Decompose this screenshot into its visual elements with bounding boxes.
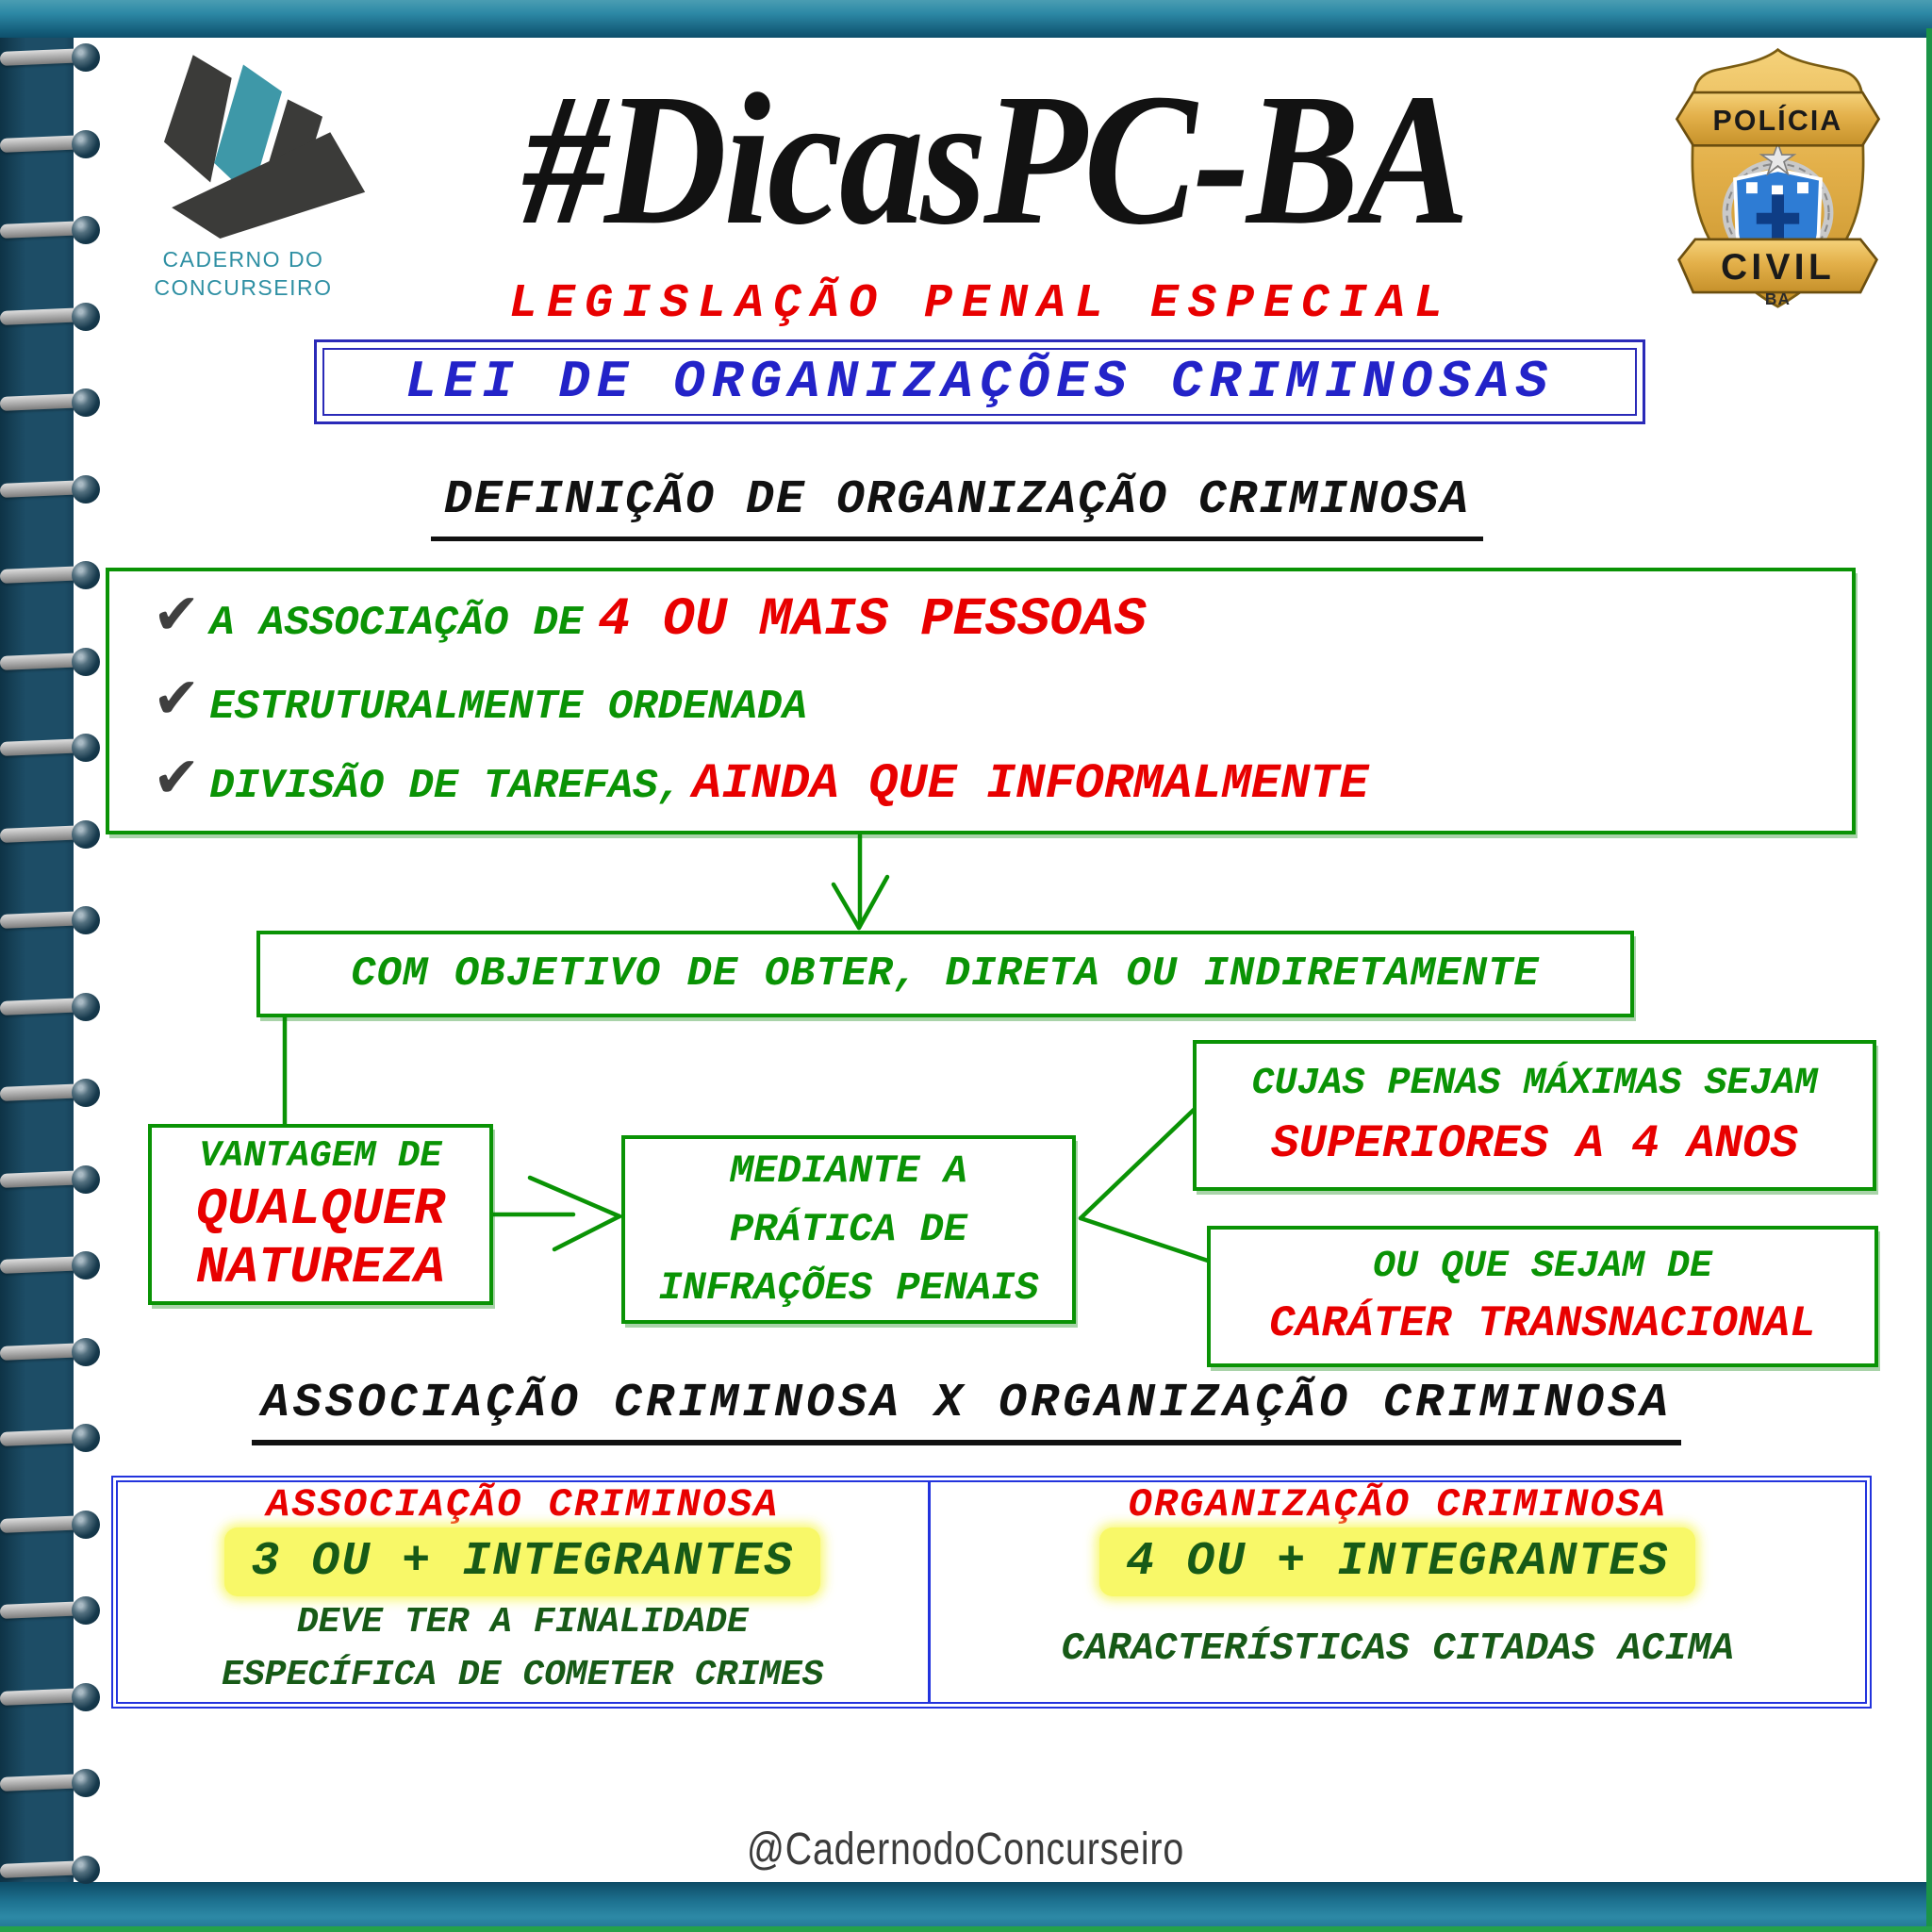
spiral-binding-ring — [0, 473, 106, 505]
notebook-top-strip — [0, 0, 1932, 38]
logo-text-top: CADERNO DO — [162, 247, 324, 272]
members-right-highlight: 4 OU + INTEGRANTES — [1099, 1527, 1695, 1596]
green-frame-bottom — [0, 1926, 1932, 1932]
comparison-heading — [184, 1377, 1749, 1445]
spiral-binding-ring — [0, 904, 106, 936]
spiral-binding-ring — [0, 1077, 106, 1109]
logo-text-bottom: CONCURSEIRO — [154, 275, 333, 300]
spiral-binding-ring — [0, 1594, 106, 1627]
spiral-binding-ring — [0, 1249, 106, 1281]
definition-heading-text: DEFINIÇÃO DE ORGANIZAÇÃO CRIMINOSA — [431, 473, 1483, 541]
transnational-box — [1207, 1226, 1878, 1367]
spiral-binding-ring — [0, 301, 106, 333]
means-line3: INFRAÇÕES PENAIS — [658, 1265, 1039, 1311]
brand-logo — [102, 47, 394, 302]
spiral-binding-ring — [0, 559, 106, 591]
notebook-bottom-strip — [0, 1882, 1932, 1932]
spiral-binding-ring — [0, 214, 106, 246]
checklist-item-red: 4 OU MAIS PESSOAS — [598, 590, 1147, 651]
badge-icon — [1667, 41, 1889, 317]
subject-subtitle: LEGISLAÇÃO PENAL ESPECIAL — [508, 277, 1453, 331]
badge-text-ba: BA — [1764, 289, 1792, 309]
spiral-binding-ring — [0, 387, 106, 419]
checklist-item-red: AINDA QUE INFORMALMENTE — [691, 756, 1369, 812]
check-icon: ✔ — [153, 745, 201, 811]
table-row — [931, 1596, 1865, 1702]
table-header-right: ORGANIZAÇÃO CRIMINOSA — [1128, 1482, 1667, 1527]
transnational-red-text: CARÁTER TRANSNACIONAL — [1269, 1299, 1816, 1348]
advantage-red-line2: NATUREZA — [195, 1238, 446, 1297]
members-left-highlight: 3 OU + INTEGRANTES — [224, 1527, 820, 1596]
page-title-text: #DicasPC-BA — [522, 56, 1467, 264]
checklist-item-green: DIVISÃO DE TAREFAS, — [209, 763, 683, 810]
spiral-binding-ring — [0, 732, 106, 764]
means-line1: MEDIANTE A — [729, 1148, 968, 1194]
law-title-text: LEI DE ORGANIZAÇÕES CRIMINOSAS — [405, 352, 1555, 412]
checklist-item — [153, 665, 807, 732]
check-icon: ✔ — [153, 665, 201, 732]
checklist-item — [153, 582, 1147, 651]
spiral-binding-ring — [0, 646, 106, 678]
social-handle — [0, 1824, 1932, 1875]
law-title-box — [314, 339, 1645, 424]
spiral-binding-ring — [0, 991, 106, 1023]
spiral-binding-ring — [0, 1767, 106, 1799]
social-handle-text: @CadernodoConcurseiro — [747, 1825, 1185, 1874]
purpose-left-line2: ESPECÍFICA DE COMETER CRIMES — [222, 1655, 824, 1695]
policia-civil-badge — [1667, 41, 1889, 317]
means-box — [621, 1135, 1076, 1324]
checklist-item-green: A ASSOCIAÇÃO DE — [209, 600, 584, 647]
page-title — [358, 56, 1631, 264]
penalties-green-text: CUJAS PENAS MÁXIMAS SEJAM — [1251, 1063, 1818, 1105]
spiral-binding-ring — [0, 818, 106, 850]
advantage-red-line1: QUALQUER — [195, 1180, 446, 1239]
table-row — [931, 1527, 1865, 1596]
spiral-binding-ring — [0, 41, 106, 74]
purpose-right-text: CARACTERÍSTICAS CITADAS ACIMA — [1061, 1627, 1735, 1671]
open-book-icon — [102, 47, 385, 240]
table-row — [118, 1596, 931, 1702]
check-icon: ✔ — [153, 582, 201, 648]
table-header-cell — [931, 1482, 1865, 1527]
spiral-binding-ring — [0, 1509, 106, 1541]
checklist-item-green: ESTRUTURALMENTE ORDENADA — [209, 683, 807, 731]
badge-text-civil: CIVIL — [1720, 246, 1836, 288]
spiral-binding-ring — [0, 1336, 106, 1368]
comparison-table — [111, 1476, 1872, 1709]
definition-heading — [283, 473, 1631, 541]
penalties-box — [1193, 1040, 1876, 1191]
spiral-binding-ring — [0, 1422, 106, 1454]
badge-text-policia: POLÍCIA — [1712, 106, 1843, 138]
purpose-left-line1: DEVE TER A FINALIDADE — [296, 1602, 749, 1643]
table-header-left: ASSOCIAÇÃO CRIMINOSA — [266, 1482, 780, 1527]
definition-checklist-box — [106, 568, 1856, 834]
comparison-heading-text: ASSOCIAÇÃO CRIMINOSA X ORGANIZAÇÃO CRIMINOSA — [252, 1377, 1681, 1445]
notebook-spine — [0, 0, 74, 1932]
table-row — [118, 1527, 931, 1596]
checklist-item — [153, 745, 1369, 812]
advantage-green-text: VANTAGEM DE — [199, 1135, 442, 1177]
objective-text: COM OBJETIVO DE OBTER, DIRETA OU INDIRETAMENTE — [351, 950, 1540, 998]
green-frame-right — [1926, 28, 1932, 1932]
spiral-binding-ring — [0, 1164, 106, 1196]
table-header-cell — [118, 1482, 931, 1527]
spiral-binding-ring — [0, 128, 106, 160]
spiral-binding-ring — [0, 1681, 106, 1713]
objective-box — [256, 931, 1634, 1017]
transnational-green-text: OU QUE SEJAM DE — [1372, 1246, 1713, 1288]
advantage-box — [148, 1124, 493, 1305]
penalties-red-text: SUPERIORES A 4 ANOS — [1271, 1117, 1798, 1170]
means-line2: PRÁTICA DE — [729, 1207, 968, 1252]
